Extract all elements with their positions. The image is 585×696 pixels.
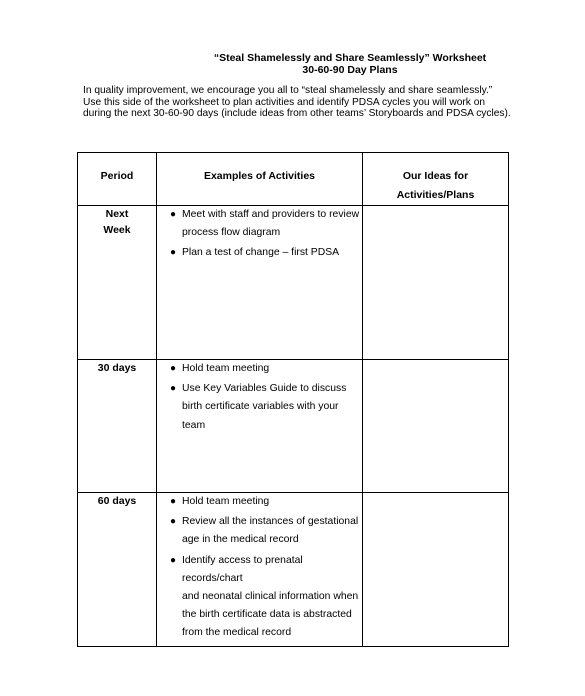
activity-item [157,513,362,549]
title-line-2: 30-60-90 Day Plans [302,64,398,76]
activity-text: Use Key Variables Guide to discuss [182,383,347,395]
activity-item [157,360,362,378]
table-row [78,360,509,493]
activities-cell [157,360,363,493]
bullet-icon: ● [170,247,177,259]
activity-text: Review all the instances of gestational [182,516,359,528]
header-our-ideas: Our Ideas for Activities/Plans [363,153,509,206]
activity-text: Hold team meeting [182,363,270,374]
period-cell: 60 days [78,493,157,647]
plans-table [77,152,509,647]
intro-paragraph [83,85,513,120]
activity-item [157,244,362,262]
bullet-icon: ● [170,496,177,507]
title-line-1: “Steal Shamelessly and Share Seamlessly” Worksheet [213,52,487,64]
period-cell: Next Week [78,206,157,360]
table-row [78,493,509,647]
intro-line-2: Use this side of the worksheet to plan activities and identify PDSA cycles you will work on [83,96,486,108]
activity-text: Plan a test of change – first PDSA [182,247,340,259]
bullet-icon: ● [170,554,177,566]
activity-text: Meet with staff and providers to review [182,209,360,220]
bullet-icon: ● [170,383,177,395]
activity-item [157,380,362,435]
table-row [78,206,509,360]
activities-cell [157,206,363,360]
bullet-icon: ● [170,516,177,528]
activities-list [157,206,362,263]
activity-text: birth certificate variables with your team [182,401,339,431]
activities-list [157,493,362,643]
intro-line-3: during the next 30-60-90 days (include ideas from other teams’ Storyboards and PDSA cycles). [83,108,511,120]
activities-list [157,360,362,435]
activity-item [157,552,362,643]
activities-cell [157,493,363,647]
table-header-row [78,153,509,206]
activity-text: Hold team meeting [182,496,270,507]
activity-text: from the medical record [182,627,292,639]
intro-line-1: In quality improvement, we encourage you all to “steal shamelessly and share seamlessly.” [83,85,493,96]
period-cell: 30 days [78,360,157,493]
activity-text: process flow diagram [182,227,281,239]
bullet-icon: ● [170,209,177,220]
activity-text: age in the medical record [182,534,299,546]
ideas-cell[interactable] [363,206,509,360]
header-examples: Examples of Activities [157,153,363,206]
worksheet-title [150,52,550,76]
bullet-icon: ● [170,363,177,374]
activity-item [157,206,362,242]
activity-item [157,493,362,511]
activity-text: and neonatal clinical information when [182,591,359,603]
ideas-cell[interactable] [363,360,509,493]
activity-text: Identify access to prenatal records/chart [182,554,303,584]
activity-text: the birth certificate data is abstracted [182,609,352,621]
ideas-cell[interactable] [363,493,509,647]
header-period: Period [78,153,157,206]
